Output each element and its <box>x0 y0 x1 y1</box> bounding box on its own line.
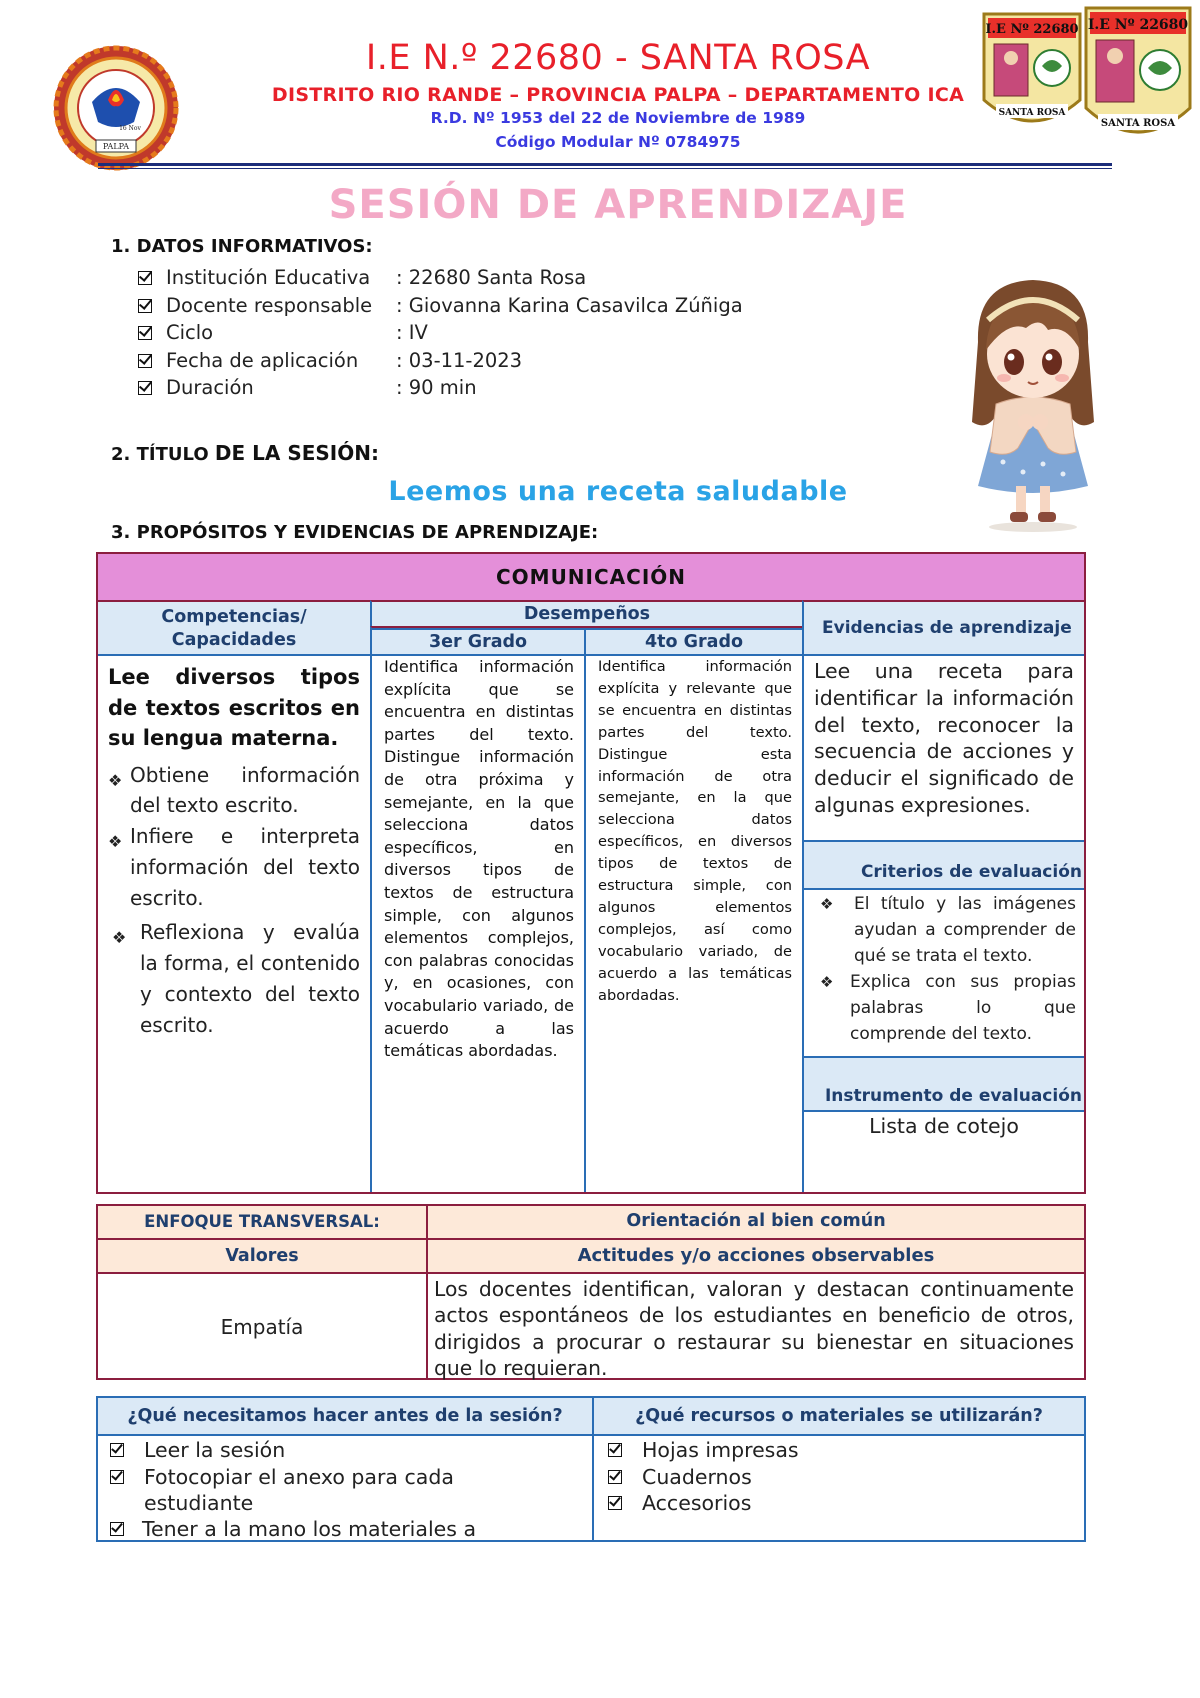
actitudes-header: Actitudes y/o acciones observables <box>426 1238 1084 1272</box>
area-header: COMUNICACIÓN <box>98 554 1084 600</box>
info-value: : 90 min <box>396 376 477 399</box>
antes-text: Leer la sesión <box>144 1438 286 1462</box>
antes-cell <box>98 1434 592 1540</box>
instrumento-cell: Lista de cotejo <box>802 1110 1084 1192</box>
info-value: : 22680 Santa Rosa <box>396 266 587 289</box>
checkbox-icon <box>110 1470 124 1484</box>
seal-place-text: PALPA <box>102 142 130 151</box>
section-2-heading-a: 2. TÍTULO <box>111 444 215 465</box>
diamond-bullet-icon: ❖ <box>112 928 127 948</box>
school-title: I.E N.º 22680 - SANTA ROSA <box>365 38 871 78</box>
section-2-heading-b: DE LA SESIÓN: <box>214 441 379 465</box>
diamond-bullet-icon: ❖ <box>108 770 123 790</box>
info-value: : IV <box>396 321 428 344</box>
header-divider <box>98 163 1112 166</box>
evidencia-cell: Lee una receta para identificar la información del texto, reconocer la secuencia de acciones y deducir el significado de algunas expresiones. <box>802 654 1084 840</box>
valores-header: Valores <box>98 1238 426 1272</box>
competencias-cell <box>98 654 370 1192</box>
recursos-cell <box>592 1434 1084 1540</box>
criterio-text: El título y las imágenes ayudan a comprender de qué se trata el texto. <box>854 894 1076 966</box>
actitud-cell: Los docentes identifican, valoran y destacan continuamente actos espontáneos de los estudiantes en beneficio de otros, dirigidos a procurar o restaurar su bienestar en situaciones que lo requieran. <box>426 1272 1084 1378</box>
diamond-bullet-icon: ❖ <box>820 973 834 991</box>
info-label: Docente responsable <box>166 293 373 317</box>
school-resolution: R.D. Nº 1953 del 22 de Noviembre de 1989 <box>430 109 806 127</box>
capacidad-item <box>108 821 360 913</box>
desempeno-3er-cell: Identifica información explícita que se encuentra en distintas partes del texto. Distingue información de otra próxima y semejante, en la que selecciona datos específicos, en diversos tipos de textos de estructura simple, con algunos elementos complejos, con palabras conocidas y, en ocasiones, con vocabulario variado, de acuerdo a las temáticas abordadas. <box>370 654 584 1192</box>
capacidad-item <box>108 760 360 822</box>
antes-text-continued: estudiante <box>144 1491 254 1515</box>
valor-cell: Empatía <box>98 1272 426 1378</box>
competencias-header: Competencias/ Capacidades <box>98 600 370 654</box>
checkbox-icon <box>138 326 152 340</box>
info-value: : 03-11-2023 <box>396 348 523 372</box>
preparacion-table <box>96 1396 1086 1542</box>
competencia-text: Lee diversos tipos de textos escritos en su lengua materna. <box>108 665 360 750</box>
seal-date-text: 16 Nov <box>119 125 141 132</box>
checkbox-icon <box>138 299 152 313</box>
checkbox-icon <box>138 381 152 395</box>
info-value: : Giovanna Karina Casavilca Zúñiga <box>396 293 743 317</box>
checkbox-icon <box>138 271 152 285</box>
criterio-text: Explica con sus propias palabras lo que comprende del texto. <box>850 972 1076 1044</box>
capacidad-item <box>108 917 360 1040</box>
enfoque-value: Orientación al bien común <box>426 1206 1084 1238</box>
recursos-header: ¿Qué recursos o materiales se utilizarán? <box>592 1398 1084 1434</box>
capacidad-text: Obtiene información del texto escrito. <box>130 762 360 818</box>
instrumento-header: Instrumento de evaluación <box>802 1056 1084 1110</box>
checkbox-icon <box>608 1443 622 1457</box>
capacidad-text: Infiere e interpreta información del texto escrito. <box>130 824 360 910</box>
info-label: Duración <box>166 376 254 399</box>
emblem-large-label: I.E Nº 22680 <box>1087 17 1189 33</box>
grado-3-header: 3er Grado <box>370 628 584 654</box>
enfoque-label: ENFOQUE TRANSVERSAL: <box>98 1206 426 1238</box>
school-modular-code: Código Modular Nº 0784975 <box>495 133 741 151</box>
session-document-title: SESIÓN DE APRENDIZAJE <box>328 182 908 228</box>
emblem-small-label: I.E Nº 22680 <box>985 22 1079 37</box>
criterios-cell <box>802 888 1084 1056</box>
desempenos-header: Desempeños <box>370 600 802 626</box>
antes-header: ¿Qué necesitamos hacer antes de la sesión? <box>98 1398 592 1434</box>
info-label: Fecha de aplicación <box>166 348 359 372</box>
grado-4-header: 4to Grado <box>584 628 802 654</box>
session-name: Leemos una receta saludable <box>388 476 848 507</box>
school-district: DISTRITO RIO RANDE – PROVINCIA PALPA – DEPARTAMENTO ICA <box>271 84 965 106</box>
header-divider-thin <box>98 168 1112 169</box>
school-emblem-small <box>980 10 1084 138</box>
checkbox-icon <box>110 1522 124 1536</box>
section-2-heading <box>111 441 379 465</box>
checkbox-icon <box>138 354 152 368</box>
antes-text: Tener a la mano los materiales a <box>142 1517 477 1541</box>
criterio-item <box>814 969 1076 1047</box>
recurso-text: Cuadernos <box>642 1465 752 1489</box>
capacidad-text: Reflexiona y evalúa la forma, el contenido y contexto del texto escrito. <box>140 920 360 1037</box>
info-label: Institución Educativa <box>166 266 371 289</box>
emblem-small-banner: SANTA ROSA <box>998 108 1066 118</box>
info-label: Ciclo <box>166 321 214 344</box>
emblem-large-banner: SANTA ROSA <box>1100 118 1176 129</box>
section-3-heading: 3. PROPÓSITOS Y EVIDENCIAS DE APRENDIZAJE: <box>111 522 599 543</box>
checkbox-icon <box>608 1470 622 1484</box>
evidencias-header: Evidencias de aprendizaje <box>802 600 1084 654</box>
desempeno-4to-cell: Identifica información explícita y relevante que se encuentra en distintas partes del texto. Distingue esta información de otra semejante, en la que selecciona datos específicos, en diversos tipos de textos de estructura simple, con algunos elementos complejos, así como vocabulario variado, de acuerdo a las temáticas abordadas. <box>584 654 802 1192</box>
recurso-text: Hojas impresas <box>642 1438 799 1462</box>
criterios-header: Criterios de evaluación <box>802 840 1084 888</box>
school-emblem-large <box>1082 4 1194 152</box>
criterio-item <box>814 891 1076 969</box>
checkbox-icon <box>110 1443 124 1457</box>
section-1-heading: 1. DATOS INFORMATIVOS: <box>111 236 373 257</box>
enfoque-table <box>96 1204 1086 1380</box>
diamond-bullet-icon: ❖ <box>820 895 834 913</box>
propositos-table <box>96 552 1086 1194</box>
antes-text: Fotocopiar el anexo para cada <box>144 1465 454 1489</box>
checkbox-icon <box>608 1496 622 1510</box>
diamond-bullet-icon: ❖ <box>108 832 123 852</box>
recurso-text: Accesorios <box>642 1491 752 1515</box>
